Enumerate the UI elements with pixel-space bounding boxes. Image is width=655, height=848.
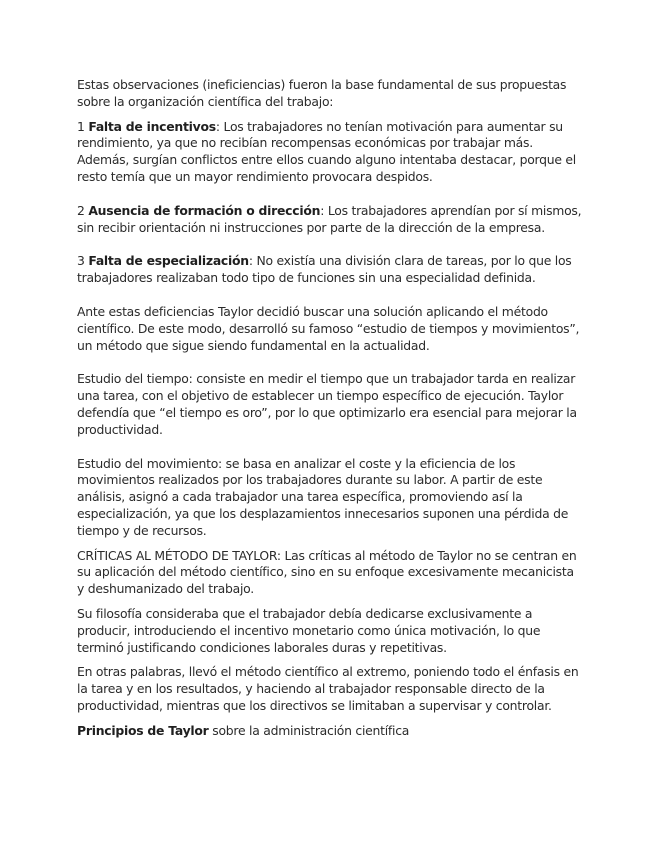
item-text: : Los trabajadores no tenían motivación para aumentar su rendimiento, ya que no recibían recompensas económicas por trabajar más. Además, surgían conflictos entre ellos cuando alguno intentaba destacar, porque el resto temía que un mayor rendimiento provocara despidos. [77, 118, 576, 184]
item-text: : No existía una división clara de tareas, por lo que los trabajadores realizaban todo tipo de funciones sin una especialidad definida. [77, 253, 572, 286]
item-falta-incentivos [77, 119, 582, 186]
item-title: Ausencia de formación o dirección [88, 202, 321, 218]
item-number: 2 [77, 202, 89, 218]
philosophy-paragraph: Su filosofía consideraba que el trabajador debía dedicarse exclusivamente a producir, introduciendo el incentivo monetario como única motivación, lo que terminó justificando condiciones laborales duras y repetitivas. [77, 605, 541, 655]
principles-heading [77, 723, 582, 740]
principles-bold: Principios de Taylor [77, 722, 209, 738]
criticism-paragraph: CRÍTICAS AL MÉTODO DE TAYLOR: Las críticas al método de Taylor no se centran en su aplicación del método científico, sino en su enfoque excesivamente mecanicista y deshumanizado del trabajo. [77, 547, 577, 597]
item-text: : Los trabajadores aprendían por sí mismos, sin recibir orientación ni instrucciones por parte de la dirección de la empresa. [77, 202, 582, 235]
taylor-solution-paragraph: Ante estas deficiencias Taylor decidió buscar una solución aplicando el método científico. De este modo, desarrolló su famoso “estudio de tiempos y movimientos”, un método que sigue siendo fundamental en la actualidad. [77, 303, 580, 353]
item-title: Falta de incentivos [88, 118, 216, 134]
intro-paragraph: Estas observaciones (ineficiencias) fueron la base fundamental de sus propuestas sobre la organización científica del trabajo: [77, 77, 567, 109]
item-title: Falta de especialización [88, 253, 249, 269]
time-study-paragraph: Estudio del tiempo: consiste en medir el tiempo que un trabajador tarda en realizar una tarea, con el objetivo de establecer un tiempo específico de ejecución. Taylor defendía que “el tiempo es oro”, por lo que optimizarlo era esencial para mejorar la productividad. [77, 371, 577, 437]
item-number: 1 [77, 118, 89, 134]
item-ausencia-formacion [77, 203, 582, 237]
movement-study-paragraph: Estudio del movimiento: se basa en analizar el coste y la eficiencia de los movimientos realizados por los trabajadores durante su labor. A partir de este análisis, asignó a cada trabajador una tarea específica, promoviendo así la especialización, ya que los desplazamientos innecesarios suponen una pérdida de tiempo y de recursos. [77, 455, 569, 538]
item-number: 3 [77, 253, 89, 269]
principles-rest: sobre la administración científica [208, 722, 410, 738]
document-body [77, 77, 582, 740]
other-words-paragraph: En otras palabras, llevó el método científico al extremo, poniendo todo el énfasis en la tarea y en los resultados, y haciendo al trabajador responsable directo de la productividad, mientras que los directivos se limitaban a supervisar y controlar. [77, 664, 579, 713]
item-falta-especializacion [77, 253, 582, 287]
